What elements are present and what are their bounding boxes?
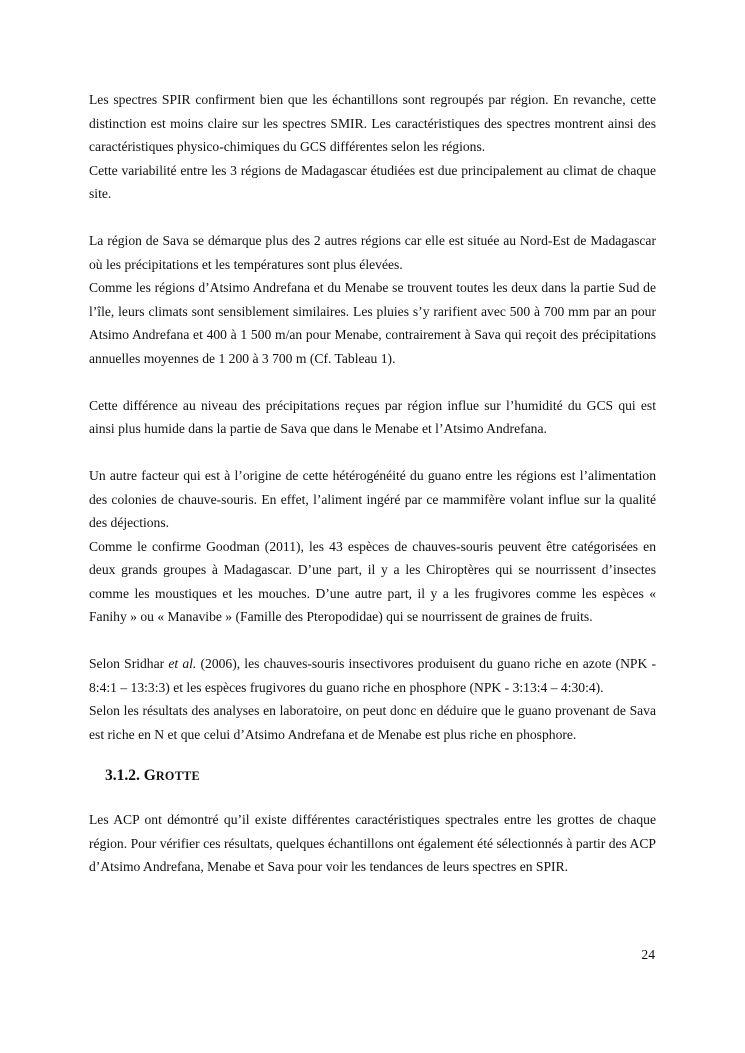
paragraph-sridhar-npk — [89, 652, 656, 699]
paragraph-goodman-species: Comme le confirme Goodman (2011), les 43 espèces de chauves-souris peuvent être catégorisées en deux grands groupes à Madagascar. D’une part, il y a les Chiroptères qui se nourrissent d’insectes comme les moustiques et les mouches. D’une autre part, il y a les frugivores comme les espèces « Fanihy » ou « Manavibe » (Famille des Pteropodidae) qui se nourrissent de graines de fruits. — [89, 538, 656, 624]
paragraph-sava-region: La région de Sava se démarque plus des 2 autres régions car elle est située au Nord-Est de Madagascar où les précipitations et les températures sont plus élevées. — [89, 233, 656, 272]
sridhar-text-after: (2006), les chauves-souris insectivores produisent du guano riche en azote (NPK - 8:4:1 – 13:3:3) et les espèces frugivores du guano riche en phosphore (NPK - 3:13:4 – 4:30:4). — [89, 656, 657, 695]
paragraph-lab-results: Selon les résultats des analyses en laboratoire, on peut donc en déduire que le guano provenant de Sava est riche en N et que celui d’Atsimo Andrefana et de Menabe est plus riche en phosphore. — [89, 703, 656, 742]
paragraph-spir-spectra: Les spectres SPIR confirment bien que les échantillons sont regroupés par région. En revanche, cette distinction est moins claire sur les spectres SMIR. Les caractéristiques des spectres montrent ainsi des caractéristiques physico-chimiques du GCS différentes selon les régions. — [89, 92, 656, 154]
sridhar-text-before: Selon Sridhar — [89, 656, 169, 671]
section-number: 3.1.2. — [105, 767, 144, 784]
sridhar-et-al: et al. — [168, 656, 197, 671]
paragraph-gap — [89, 441, 656, 465]
paragraph-gap — [89, 629, 656, 653]
section-title-initial: G — [143, 767, 156, 784]
paragraph-southern-climate: Comme les régions d’Atsimo Andrefana et du Menabe se trouvent toutes les deux dans la partie Sud de l’île, leurs climats sont sensiblement similaires. Les pluies s’y rarifient avec 500 à 700 mm par an pour Atsimo Andrefana et 400 à 1 500 m/an pour Menabe, contrairement à Sava qui reçoit des précipitations annuelles moyennes de 1 200 à 3 700 m (Cf. Tableau 1). — [89, 280, 656, 366]
paragraph-bat-diet: Un autre facteur qui est à l’origine de cette hétérogénéité du guano entre les régions est l’alimentation des colonies de chauve-souris. En effet, l’aliment ingéré par ce mammifère volant influe sur la qualité des déjections. — [89, 468, 656, 530]
section-title-rest: ROTTE — [155, 769, 200, 783]
document-page — [89, 88, 656, 879]
paragraph-acp-caves: Les ACP ont démontré qu’il existe différentes caractéristiques spectrales entre les grottes de chaque région. Pour vérifier ces résultats, quelques échantillons ont également été sélectionnés à partir des ACP d’Atsimo Andrefana, Menabe et Sava pour voir les tendances de leurs spectres en SPIR. — [89, 812, 656, 874]
paragraph-precipitation-humidity: Cette différence au niveau des précipitations reçues par région influe sur l’humidité du GCS qui est ainsi plus humide dans la partie de Sava que dans le Menabe et l’Atsimo Andrefana. — [89, 397, 656, 436]
page-number: 24 — [641, 947, 655, 962]
paragraph-gap — [89, 206, 656, 230]
section-heading-grotte — [105, 764, 656, 788]
paragraph-regional-variability: Cette variabilité entre les 3 régions de Madagascar étudiées est due principalement au climat de chaque site. — [89, 162, 656, 201]
paragraph-gap — [89, 370, 656, 394]
